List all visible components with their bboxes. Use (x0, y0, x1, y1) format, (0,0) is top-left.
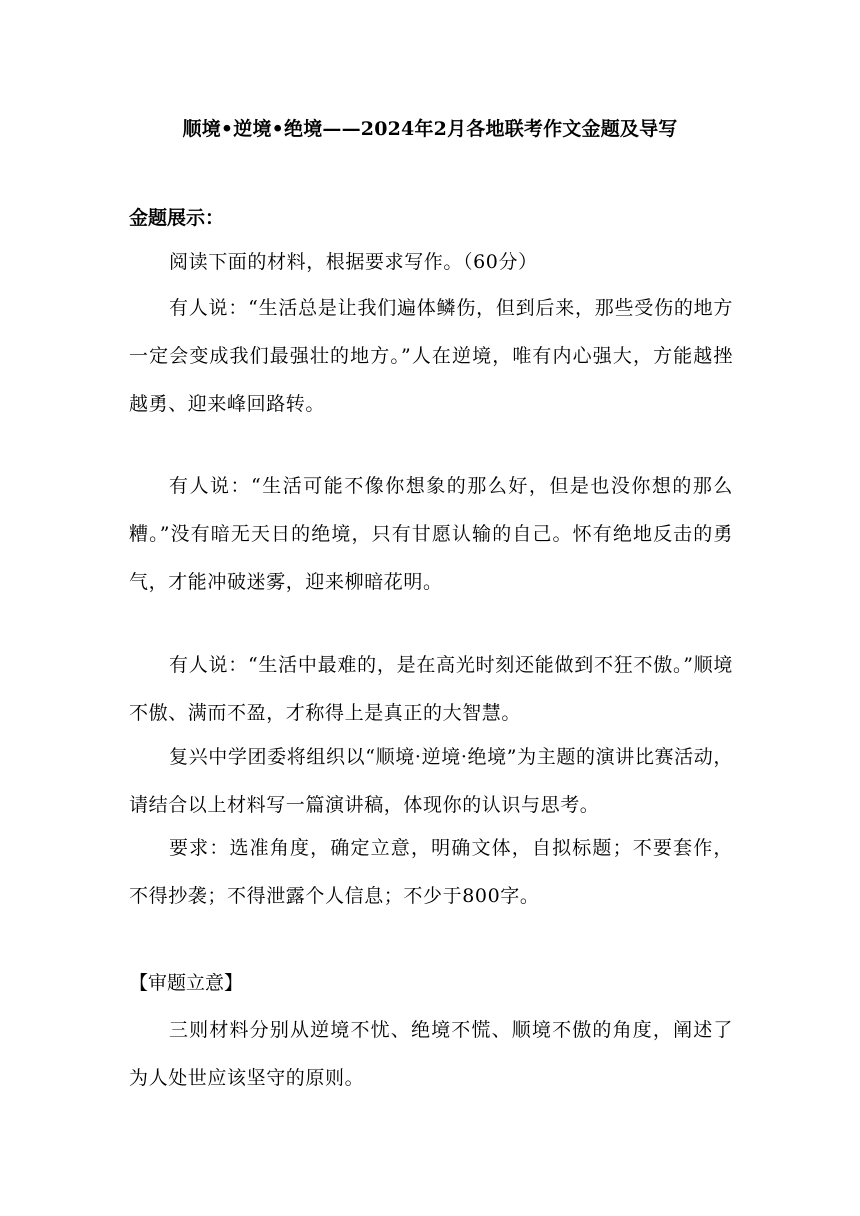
analysis-paragraph: 三则材料分别从逆境不忧、绝境不慌、顺境不傲的角度，阐述了为人处世应该坚守的原则。 (129, 1019, 733, 1089)
instruction-paragraph: 阅读下面的材料，根据要求写作。（60分） (169, 251, 538, 273)
task-paragraph: 复兴中学团委将组织以“顺境·逆境·绝境”为主题的演讲比赛活动，请结合以上材料写一篇演讲稿，体现你的认识与思考。 (129, 746, 733, 816)
material-paragraph-3: 有人说：“生活中最难的，是在高光时刻还能做到不狂不傲。”顺境不傲、满而不盈，才称得上是真正的大智慧。 (129, 654, 733, 724)
material-paragraph-2: 有人说：“生活可能不像你想象的那么好，但是也没你想的那么糟。”没有暗无天日的绝境，只有甘愿认输的自己。怀有绝地反击的勇气，才能冲破迷雾，迎来柳暗花明。 (129, 475, 733, 593)
requirements-paragraph: 要求：选准角度，确定立意，明确文体，自拟标题；不要套作，不得抄袭；不得泄露个人信息；不少于800字。 (129, 837, 733, 907)
analysis-heading: 【审题立意】 (129, 972, 244, 994)
section-heading: 金题展示： (129, 207, 225, 229)
document-title: 顺境•逆境•绝境——2024年2月各地联考作文金题及导写 (182, 118, 678, 140)
material-paragraph-1: 有人说：“生活总是让我们遍体鳞伤，但到后来，那些受伤的地方一定会变成我们最强壮的地方。”人在逆境，唯有内心强大，方能越挫越勇、迎来峰回路转。 (129, 297, 733, 415)
